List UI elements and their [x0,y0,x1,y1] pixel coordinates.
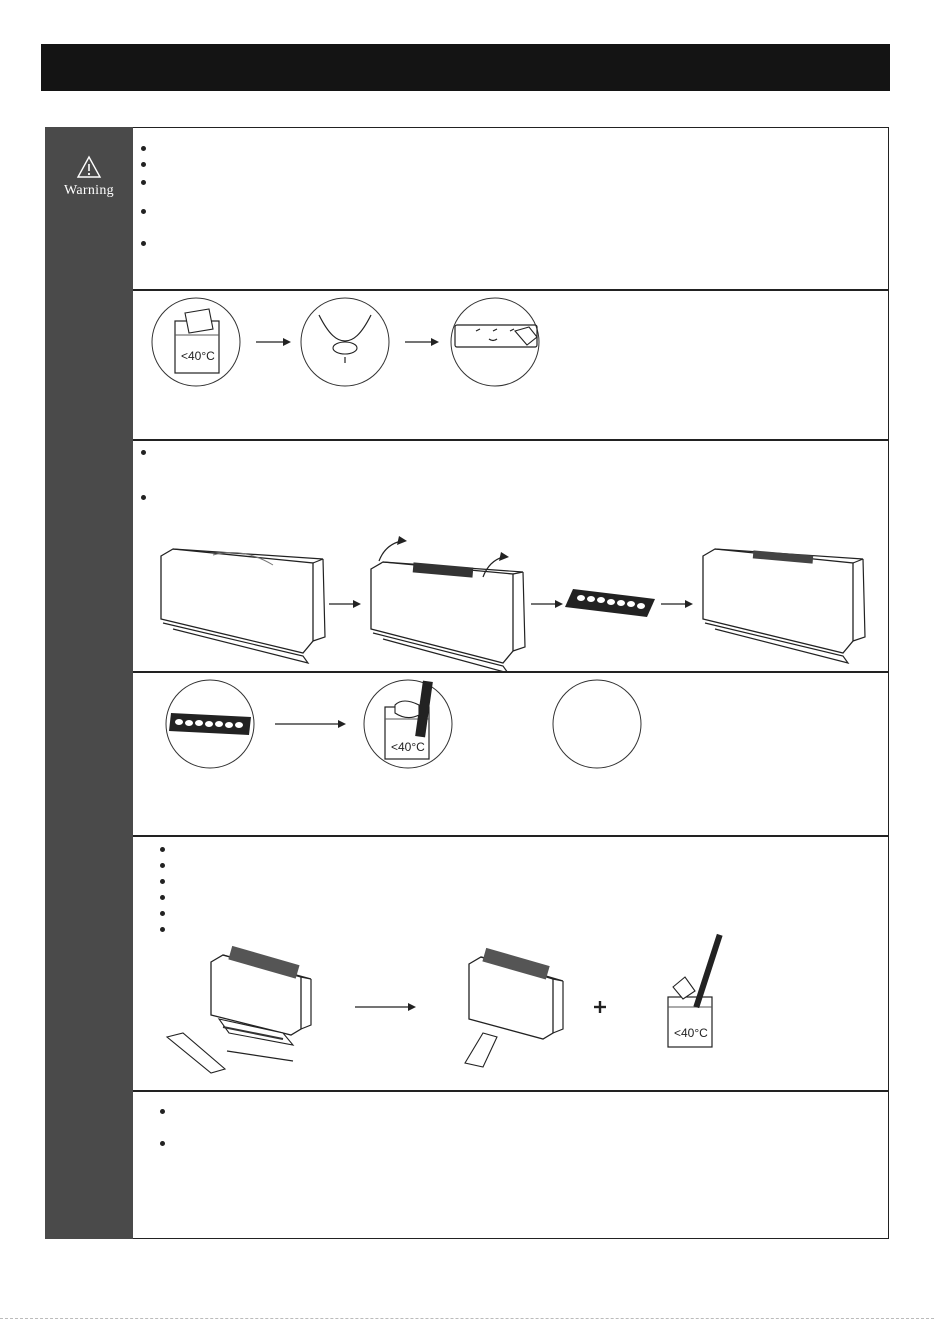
bullet-point [160,1141,165,1146]
outlet-cleaning-content [133,836,889,1091]
warning-section [45,127,889,290]
outlet-cleaning-section [45,836,889,1091]
after-cleaning-content [133,1091,889,1239]
surface-cleaning-section [45,290,889,440]
surface-cleaning-content [133,290,889,440]
filter-cleaning-illustration [133,673,893,837]
filter-removal-content [133,440,889,672]
bullet-point [141,180,146,185]
warning-sidebar [45,127,133,290]
section-sidebar [45,290,133,440]
water-temperature-label: <40°C [674,1026,708,1040]
surface-cleaning-illustration [133,291,893,441]
warning-content [133,127,889,290]
filter-removal-section [45,440,889,672]
bullet-point [141,162,146,167]
filter-removal-illustration [133,441,893,673]
section-sidebar [45,440,133,672]
outlet-cleaning-illustration [133,837,893,1092]
warning-triangle-icon [76,155,102,179]
page-header-bar [41,44,890,91]
section-sidebar [45,836,133,1091]
water-temperature-label: <40°C [391,740,425,754]
filter-cleaning-section [45,672,889,836]
bullet-point [141,241,146,246]
filter-cleaning-content [133,672,889,836]
bullet-point [160,1109,165,1114]
after-cleaning-section [45,1091,889,1239]
bullet-point [141,209,146,214]
section-sidebar [45,1091,133,1239]
bullet-point [141,146,146,151]
page-bottom-edge [0,1318,934,1319]
warning-label: Warning [64,183,114,198]
water-temperature-label: <40°C [181,349,215,363]
section-sidebar [45,672,133,836]
